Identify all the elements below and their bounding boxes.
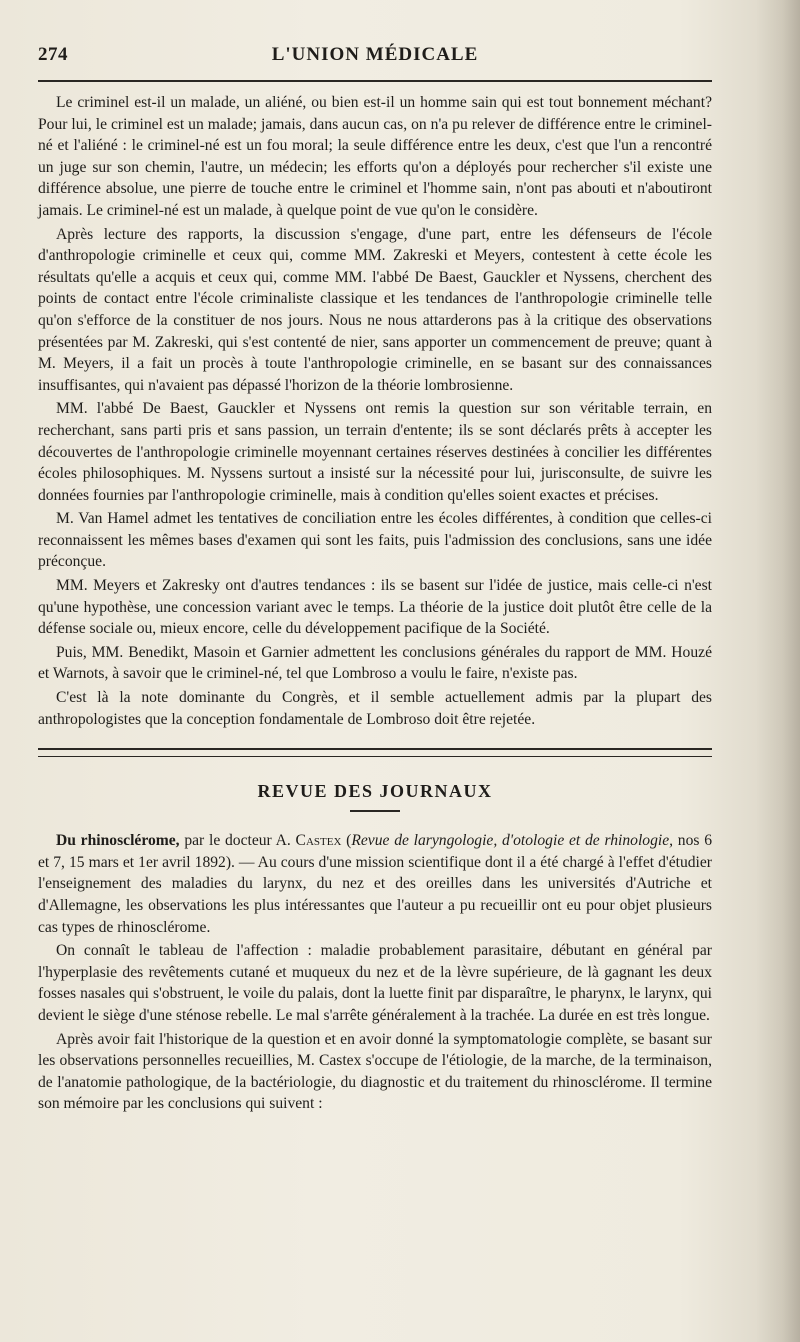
journal-title: L'UNION MÉDICALE bbox=[271, 44, 479, 65]
source-open: ( bbox=[341, 832, 352, 850]
review-source-rest: nos 6 et 7, 15 mars et 1er avril 1892). — Au cours d'une mission scientifique dont il a été chargé à l'effet d'étudier l'enseignement des maladies du larynx, du nez et des oreilles dans les universités d'Autriche et d'Allemagne, les observations les plus intéressantes que l'auteur a pu recueillir ont eu pour objet plusieurs cas types de rhinosclérome. bbox=[38, 832, 713, 936]
review-lead-title: Du rhinosclérome, bbox=[56, 832, 180, 850]
paragraph: C'est là la note dominante du Congrès, et il semble actuellement admis par la plupart des anthropologistes que la conception fondamentale de Lombroso doit être rejetée. bbox=[38, 689, 712, 728]
header-rule bbox=[38, 80, 712, 82]
paragraph: Le criminel est-il un malade, un aliéné, ou bien est-il un homme sain qui est tout bonnement méchant? Pour lui, le criminel est un malade; jamais, dans aucun cas, on n'a pu relever de différence entre le criminel-né et l'aliéné : le criminel-né est un fou moral; la seule différence entre les deux, c'est que l'un a rencontré un juge sur son chemin, l'autre, un médecin; les efforts qu'on a déployés pour rechercher s'il existe une différence absolue, une pierre de touche entre le criminel et l'homme sain, n'ont pas abouti et n'aboutiront jamais. Le criminel-né est un malade, à quelque point de vue qu'on le considère. bbox=[38, 94, 712, 219]
review-body bbox=[38, 830, 712, 1115]
paragraph: Après avoir fait l'historique de la question et en avoir donné la symptomatologie complète, se basant sur les observations personnelles recueillies, M. Castex s'occupe de l'étiologie, de la marche, de la terminaison, de l'anatomie pathologique, de la bactériologie, du diagnostic et du traitement du rhinosclérome. Il termine son mémoire par les conclusions qui suivent : bbox=[38, 1030, 712, 1113]
article-body bbox=[38, 92, 712, 730]
paragraph: Puis, MM. Benedikt, Masoin et Garnier admettent les conclusions générales du rapport de MM. Houzé et Warnots, à savoir que le criminel-né, tel que Lombroso a voulu le faire, n'existe pas. bbox=[38, 643, 712, 683]
running-head bbox=[38, 36, 712, 70]
page-binding-shadow bbox=[756, 0, 800, 1342]
paragraph: M. Van Hamel admet les tentatives de conciliation entre les écoles différentes, à condition que celles-ci reconnaissent les mêmes bases d'examen qui sont les faits, puis l'admission des conclusions, sans une idée préconçue. bbox=[38, 510, 712, 571]
review-source: Revue de laryngologie, d'otologie et de rhinologie, bbox=[351, 832, 674, 850]
section-divider bbox=[38, 748, 712, 757]
paragraph: Après lecture des rapports, la discussion s'engage, d'une part, entre les défenseurs de l'école d'anthropologie criminelle et ceux qui, comme MM. Zakreski et Meyers, contestent à cette école les résultats qu'elle a acquis et ceux qui, comme MM. l'abbé De Baest, Gauckler et Nyssens, cherchent des points de contact entre l'école criminaliste classique et les tendances de l'anthropologie criminelle telle qu'on s'efforce de la constituer de nos jours. Nous ne nous attarderons pas à la critique des observations présentées par M. Zakreski, qui s'est contenté de nier, sans apporter un commencement de preuve; quant à M. Meyers, il a fait un procès à toute l'anthropologie criminelle, en se basant sur des connaissances insuffisantes, qui n'avaient pas dépassé l'horizon de la théorie lombrosienne. bbox=[38, 225, 712, 394]
review-byline: par le docteur A. bbox=[179, 832, 296, 850]
page-number: 274 bbox=[38, 44, 68, 65]
section-title: REVUE DES JOURNAUX bbox=[257, 781, 493, 802]
paragraph: MM. l'abbé De Baest, Gauckler et Nyssens ont remis la question sur son véritable terrain, en recherchant, sans parti pris et sans passion, un terrain d'entente; ils se sont déclarés prêts à accepter les découvertes de l'anthropologie criminelle moyennant certaines réserves destinées à concilier les différentes écoles philosophiques. M. Nyssens surtout a insisté sur la nécessité pour lui, jurisconsulte, de suivre les données fournies par l'anthropologie criminelle, mais à condition qu'elles soient exactes et précises. bbox=[38, 400, 712, 504]
title-rule bbox=[350, 810, 400, 812]
paragraph: On connaît le tableau de l'affection : maladie probablement parasitaire, débutant en général par l'hyperplasie des revêtements cutané et muqueux du nez et de la lèvre supérieure, de là gagnant les deux fosses nasales qui s'obstruent, le voile du palais, dont la luette finit par disparaître, le pharynx, le larynx, qui devient le siège d'une sténose rebelle. Le mal s'arrête généralement à la trachée. La durée en est très longue. bbox=[38, 942, 712, 1024]
paragraph: MM. Meyers et Zakresky ont d'autres tendances : ils se basent sur l'idée de justice, mais celle-ci n'est qu'une hypothèse, une concession variant avec le temps. La théorie de la justice doit plutôt être celle de la défense sociale ou, mieux encore, celle du développement pacifique de la Société. bbox=[38, 577, 712, 638]
review-lead-paragraph bbox=[38, 830, 712, 938]
review-author: Castex bbox=[295, 832, 342, 850]
